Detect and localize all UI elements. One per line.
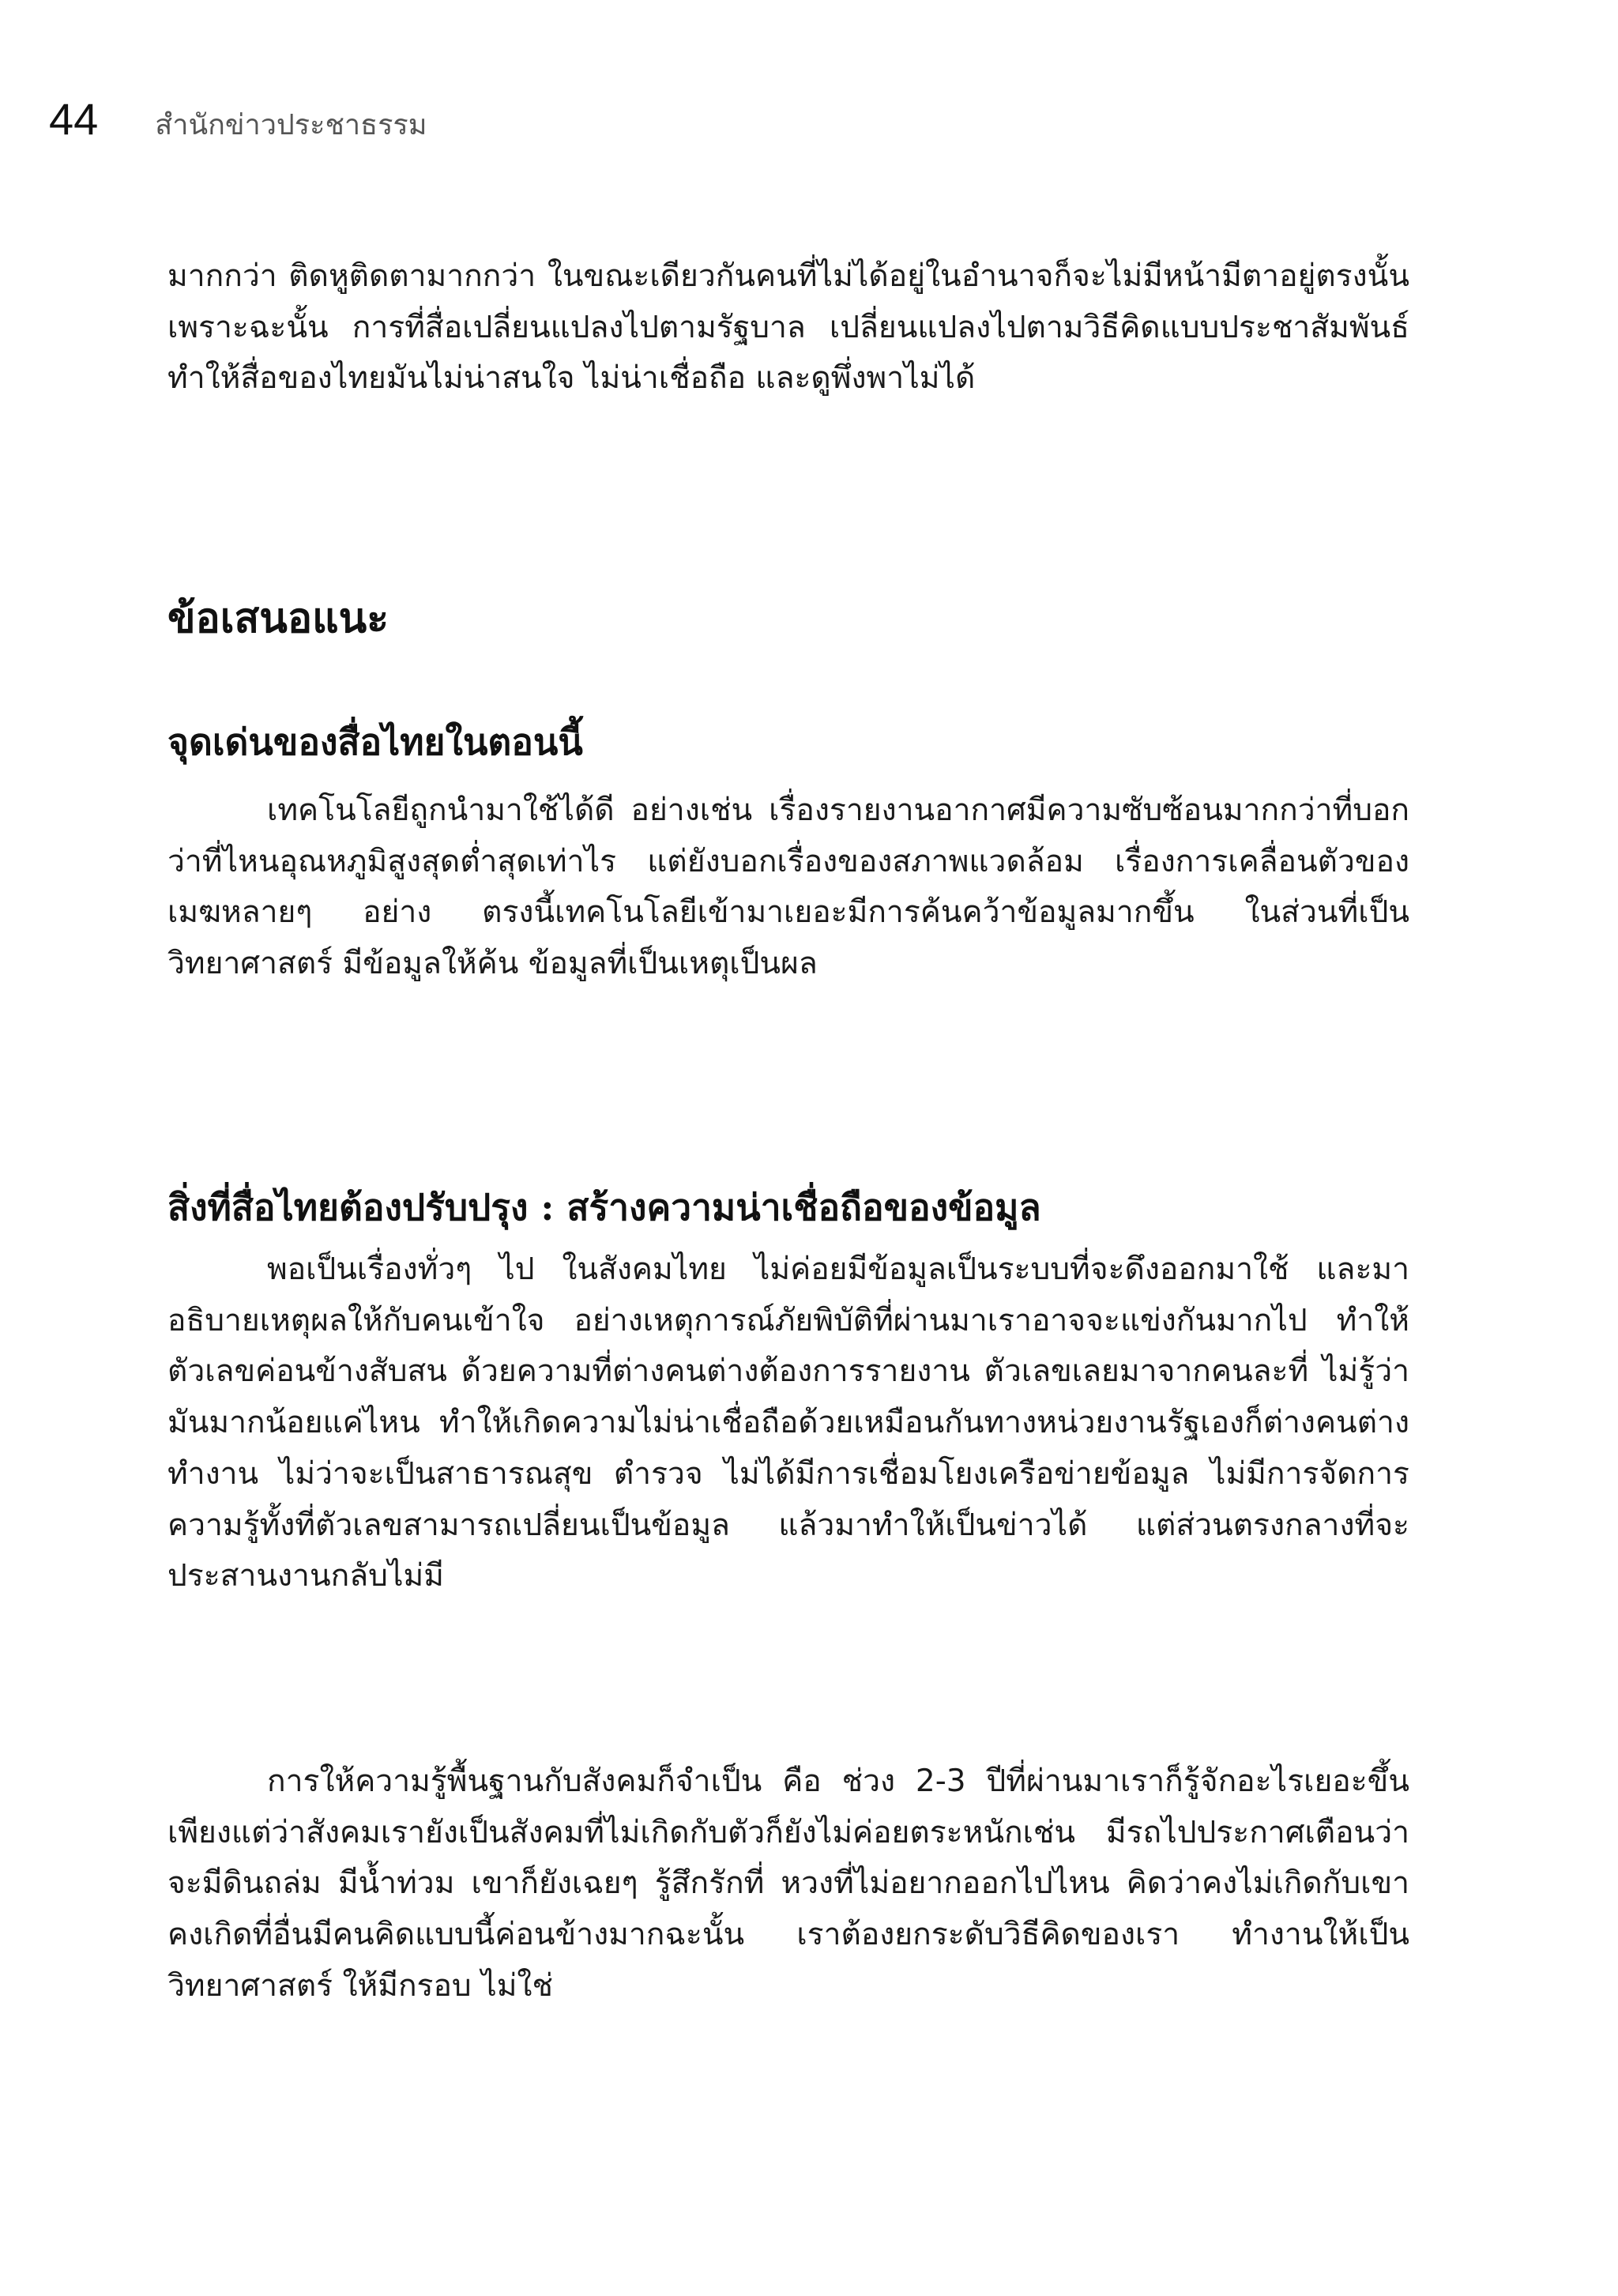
page-header (49, 93, 427, 150)
subsection1-paragraph: เทคโนโลยีถูกนำมาใช้ได้ดี อย่างเช่น เรื่องรายงานอากาศมีความซับซ้อนมากกว่าที่บอกว่าที่ไหนอุณหภูมิสูงสุดต่ำสุดเท่าไร แต่ยังบอกเรื่องของสภาพแวดล้อม เรื่องการเคลื่อนตัวของเมฆหลายๆ อย่าง ตรงนี้เทคโนโลยีเข้ามาเยอะมีการค้นคว้าข้อมูลมากขึ้น ในส่วนที่เป็นวิทยาศาสตร์ มีข้อมูลให้ค้น ข้อมูลที่เป็นเหตุเป็นผล (167, 792, 1409, 982)
subsection2-paragraph-1: พอเป็นเรื่องทั่วๆ ไป ในสังคมไทย ไม่ค่อยมีข้อมูลเป็นระบบที่จะดึงออกมาใช้ และมาอธิบายเหตุผลให้กับคนเข้าใจ อย่างเหตุการณ์ภัยพิบัติที่ผ่านมาเราอาจจะแข่งกันมากไป ทำให้ตัวเลขค่อนข้างสับสน ด้วยความที่ต่างคนต่างต้องการรายงาน ตัวเลขเลยมาจากคนละที่ ไม่รู้ว่ามันมากน้อยแค่ไหน ทำให้เกิดความไม่น่าเชื่อถือด้วยเหมือนกันทางหน่วยงานรัฐเองก็ต่างคนต่างทำงาน ไม่ว่าจะเป็นสาธารณสุข ตำรวจ ไม่ได้มีการเชื่อมโยงเครือข่ายข้อมูล ไม่มีการจัดการความรู้ทั้งที่ตัวเลขสามารถเปลี่ยนเป็นข้อมูล แล้วมาทำให้เป็นข่าวได้ แต่ส่วนตรงกลางที่จะประสานงานกลับไม่มี (167, 1252, 1409, 1594)
section-heading: ข้อเสนอแนะ (167, 594, 389, 642)
subsection2-paragraph-2: การให้ความรู้พื้นฐานกับสังคมก็จำเป็น คือ ช่วง 2-3 ปีที่ผ่านมาเราก็รู้จักอะไรเยอะขึ้น เพียงแต่ว่าสังคมเรายังเป็นสังคมที่ไม่เกิดกับตัวก็ยังไม่ค่อยตระหนักเช่น มีรถไปประกาศเตือนว่าจะมีดินถล่ม มีน้ำท่วม เขาก็ยังเฉยๆ รู้สึกรักที่ หวงที่ไม่อยากออกไปไหน คิดว่าคงไม่เกิดกับเขา คงเกิดที่อื่นมีคนคิดแบบนี้ค่อนข้างมากฉะนั้น เราต้องยกระดับวิธีคิดของเรา ทำงานให้เป็นวิทยาศาสตร์ ให้มีกรอบ ไม่ใช่ (167, 1763, 1409, 2004)
intro-paragraph: มากกว่า ติดหูติดตามากกว่า ในขณะเดียวกันคนที่ไม่ได้อยู่ในอำนาจก็จะไม่มีหน้ามีตาอยู่ตรงนั้น เพราะฉะนั้น การที่สื่อเปลี่ยนแปลงไปตามรัฐบาล เปลี่ยนแปลงไปตามวิธีคิดแบบประชาสัมพันธ์ ทำให้สื่อของไทยมันไม่น่าสนใจ ไม่น่าเชื่อถือ และดูพึ่งพาไม่ได้ (167, 258, 1409, 397)
subsection2-heading: สิ่งที่สื่อไทยต้องปรับปรุง : สร้างความน่าเชื่อถือของข้อมูล (167, 1186, 1041, 1229)
page-number: 44 (49, 94, 99, 144)
subsection1-heading: จุดเด่นของสื่อไทยในตอนนี้ (167, 721, 583, 763)
running-head: สำนักข่าวประชาธรรม (155, 109, 427, 141)
